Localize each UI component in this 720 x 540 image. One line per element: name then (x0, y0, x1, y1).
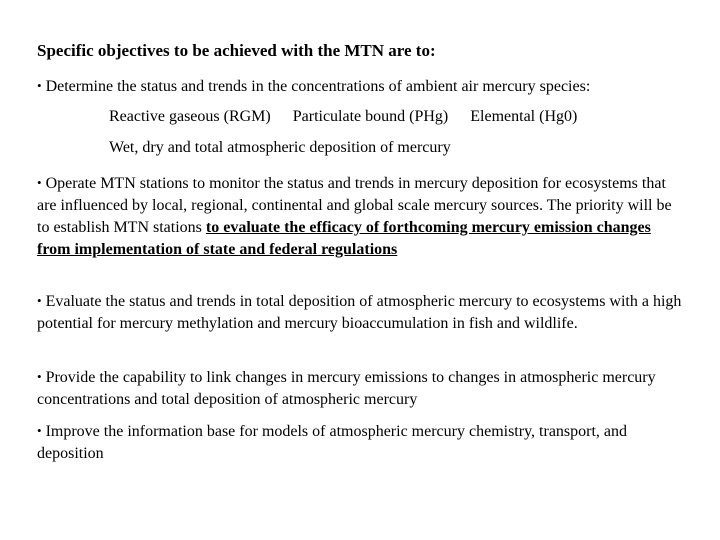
bullet-icon: • (37, 423, 42, 438)
species-phg: Particulate bound (PHg) (292, 108, 449, 125)
objective-text: Provide the capability to link changes in mercury emissions to changes in atmospheric mercury concentrations and total deposition of atmospheric mercury (37, 369, 656, 408)
objective-emphasis: to evaluate the efficacy of forthcoming mercury emission changes from implementation of state and federal regulations (37, 219, 651, 258)
species-hg0: Elemental (Hg0) (470, 108, 578, 125)
objective-text: Determine the status and trends in the concentrations of ambient air mercury species: (45, 78, 591, 95)
objective-text: Improve the information base for models of atmospheric mercury chemistry, transport, and deposition (37, 423, 628, 462)
objective-item-5 (37, 421, 682, 465)
objective-item-2 (37, 173, 682, 261)
species-rgm: Reactive gaseous (RGM) (109, 108, 271, 125)
bullet-icon: • (37, 175, 42, 190)
bullet-icon: • (37, 369, 42, 384)
objective-item-3 (37, 291, 682, 335)
heading: Specific objectives to be achieved with the MTN are to: (37, 41, 436, 60)
objective-text: Operate MTN stations to monitor the status and trends in mercury deposition for ecosystems that are influenced by local, regional, continental and global scale mercury sources. The priority will be to establish MTN stations (37, 175, 672, 236)
bullet-icon: • (37, 293, 42, 308)
objective-item-4 (37, 367, 682, 411)
deposition-line: Wet, dry and total atmospheric deposition of mercury (109, 139, 451, 156)
objective-text: Evaluate the status and trends in total deposition of atmospheric mercury to ecosystems with a high potential for mercury methylation and mercury bioaccumulation in fish and wildlife. (37, 293, 682, 332)
bullet-icon: • (37, 78, 42, 93)
objective-item-1 (37, 76, 682, 98)
species-list (109, 108, 577, 126)
